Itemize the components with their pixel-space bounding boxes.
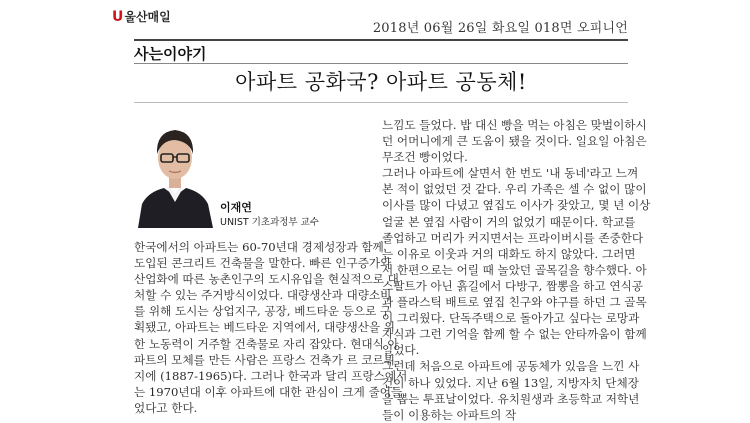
author-name: 이재연 — [220, 201, 252, 214]
logo-text: 울산매일 — [124, 10, 171, 24]
text-line: 산업화에 따른 농촌인구의 도시유입을 현실적으로 대 — [134, 272, 399, 287]
text-line: 파트의 모체를 만든 사람은 프랑스 건축가 르 코르뷔 — [134, 352, 395, 367]
author-affiliation: UNIST 기초과정부 교수 — [220, 217, 319, 228]
top-rule — [134, 39, 628, 41]
text-line: 처할 수 있는 주거방식이었다. 대량생산과 대량소비 — [134, 288, 392, 303]
section-rule — [134, 63, 628, 64]
text-line: 들이 이용하는 아파트의 작 — [382, 407, 517, 422]
text-line: 얼굴 본 옆집 사람이 거의 없었기 때문이다. 학교를 — [382, 214, 636, 229]
article-column-right — [382, 117, 651, 423]
text-line: 획됐고, 아파트는 베드타운 지역에서, 대량생산을 위 — [134, 320, 395, 335]
text-line: 던 어머니에게 큰 도움이 됐을 것이다. 일요일 아침은 — [382, 134, 647, 149]
text-line: 었다고 한다. — [134, 400, 198, 415]
text-line: 이 그리웠다. 단독주택으로 돌아가고 싶다는 로망과 — [382, 311, 640, 326]
text-line: 는 1970년대 이후 아파트에 대한 관심이 크게 줄어들 — [134, 384, 403, 399]
text-line: 도입된 콘크리트 건축물을 말한다. 빠른 인구증가와 — [134, 256, 392, 271]
text-line: 무조건 빵이었다. — [382, 150, 468, 165]
headline-rule — [134, 102, 628, 103]
section-title: 사는이야기 — [134, 45, 207, 63]
logo-mark-icon: U — [112, 8, 124, 25]
text-line: 그런데 처음으로 아파트에 공동체가 있음을 느낀 사 — [382, 359, 640, 374]
dateline: 2018년 06월 26일 화요일 018면 오피니언 — [372, 21, 628, 36]
text-line: 건이 하나 있었다. 지난 6월 13일, 지방자치 단체장 — [382, 375, 639, 390]
author-portrait-icon — [134, 116, 217, 228]
text-line: 한 노동력이 거주할 건축물로 자리 잡았다. 현대식 아 — [134, 336, 399, 351]
article-headline: 아파트 공화국? 아파트 공동체! — [235, 70, 527, 94]
text-line: 본 적이 없었던 것 같다. 우리 가족은 셀 수 없이 많이 — [382, 182, 647, 197]
newspaper-logo — [112, 8, 171, 25]
text-line: 한국에서의 아파트는 60-70년대 경제성장과 함께 — [134, 240, 384, 254]
text-line: 그러나 아파트에 살면서 한 번도 '내 동네'라고 느껴 — [382, 166, 639, 181]
text-line: 를 위해 도시는 상업지구, 공장, 베드타운 등으로 구 — [134, 304, 392, 319]
author-photo — [134, 116, 217, 228]
text-line: 일었다. — [382, 343, 420, 358]
text-line: 느낌도 들었다. 밥 대신 빵을 먹는 아침은 맞벌이하시 — [382, 118, 647, 132]
text-line: 졸업하고 머리가 커지면서는 프라이버시를 존중한다 — [382, 230, 644, 245]
text-line: 을 뽑는 투표날이었다. 유치원생과 초등학교 저학년 — [382, 391, 640, 406]
text-line: 스팔트가 아닌 흙길에서 다방구, 짬뽕을 하고 연식공 — [382, 278, 643, 293]
text-line: 지에 (1887-1965)다. 그러나 한국과 달리 프랑스에서 — [134, 368, 408, 383]
text-line: 이사를 많이 다녔고 옆집도 이사가 잦았고, 몇 년 이상 — [382, 198, 651, 213]
text-line: 서 한편으로는 어릴 때 놀았던 골목길을 향수했다. 아 — [382, 262, 647, 277]
text-line: 자식과 그런 기억을 함께 할 수 없는 안타까움이 함께 — [382, 327, 647, 342]
text-line: 는 이유로 이웃과 거의 대화도 하지 않았다. 그러면 — [382, 246, 636, 261]
text-line: 과 플라스틱 배트로 옆집 친구와 야구를 하던 그 골목 — [382, 295, 647, 310]
